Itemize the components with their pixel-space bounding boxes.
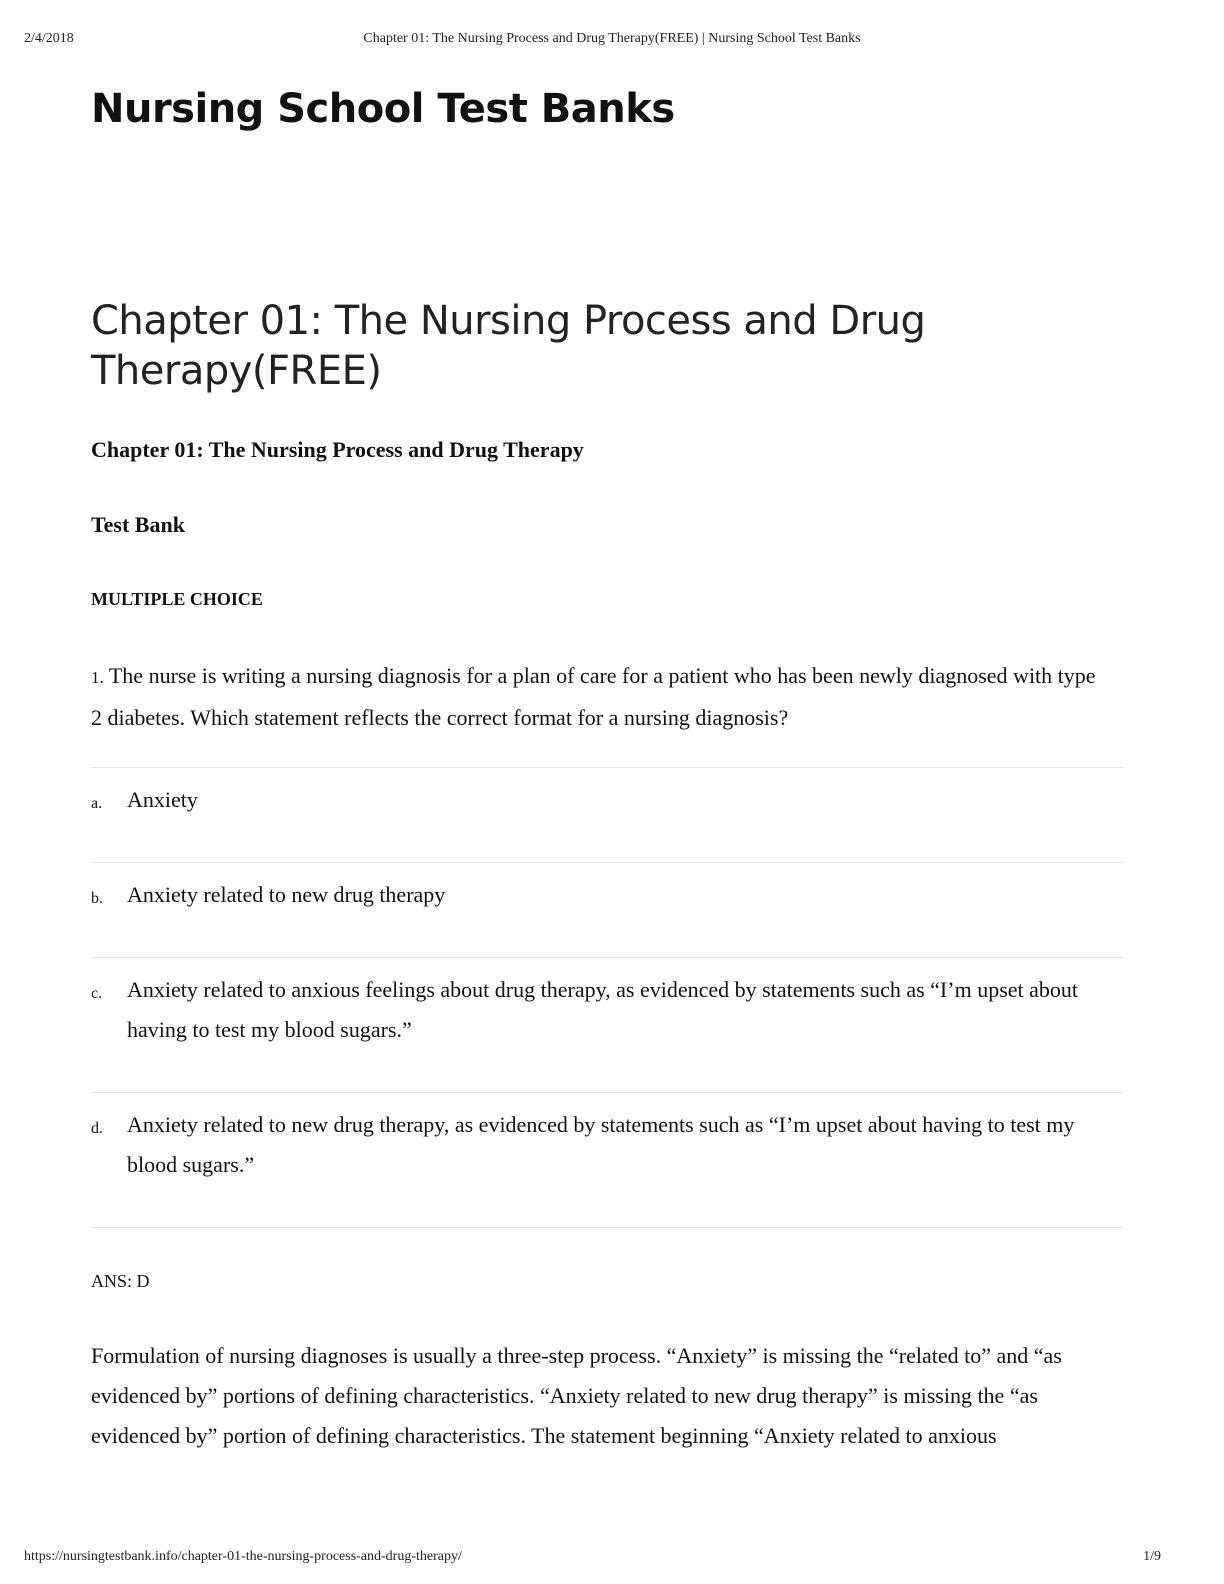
section-label: MULTIPLE CHOICE — [91, 589, 263, 609]
test-bank-label: Test Bank — [91, 512, 185, 537]
option-letter: c. — [91, 985, 103, 1002]
page-url: https://nursingtestbank.info/chapter-01-the-nursing-process-and-drug-therapy/ — [24, 1549, 462, 1564]
option-letter: b. — [91, 890, 103, 907]
answer-options-table — [91, 767, 1123, 1228]
option-letter: d. — [91, 1120, 103, 1137]
print-header — [24, 31, 1200, 51]
print-page-title: Chapter 01: The Nursing Process and Drug Therapy(FREE) | Nursing School Test Banks — [363, 31, 861, 46]
page-number: 1/9 — [1143, 1549, 1161, 1564]
question-text: The nurse is writing a nursing diagnosis for a plan of care for a patient who has been newly diagnosed with type 2 diabetes. Which statement reflects the correct format for a nursing diagnosis? — [91, 663, 1096, 730]
option-letter: a. — [91, 795, 103, 812]
option-text: Anxiety — [127, 787, 198, 812]
option-d — [91, 1093, 1123, 1228]
print-date: 2/4/2018 — [24, 31, 74, 46]
entry-title: Chapter 01: The Nursing Process and Drug Therapy(FREE) — [91, 298, 926, 394]
rationale-paragraph: Formulation of nursing diagnoses is usually a three-step process. “Anxiety” is missing the “related to” and “as evidenced by” portions of defining characteristics. “Anxiety related to new drug therapy” is missing the “as evidenced by” portion of defining characteristics. The statement beginning “Anxiety related to anxious — [91, 1343, 1062, 1448]
option-a — [91, 768, 1123, 863]
option-b — [91, 863, 1123, 958]
option-c — [91, 958, 1123, 1093]
answer-key: ANS: D — [91, 1271, 150, 1291]
option-text: Anxiety related to new drug therapy, as evidenced by statements such as “I’m upset about having to test my blood sugars.” — [127, 1112, 1075, 1177]
chapter-subheading: Chapter 01: The Nursing Process and Drug Therapy — [91, 437, 584, 462]
question-number: 1. — [91, 668, 104, 687]
question-1 — [91, 656, 1101, 738]
print-footer — [24, 1549, 1161, 1569]
option-text: Anxiety related to anxious feelings about drug therapy, as evidenced by statements such as “I’m upset about having to test my blood sugars.” — [127, 977, 1079, 1042]
option-text: Anxiety related to new drug therapy — [127, 882, 446, 907]
site-title[interactable]: Nursing School Test Banks — [91, 86, 675, 132]
